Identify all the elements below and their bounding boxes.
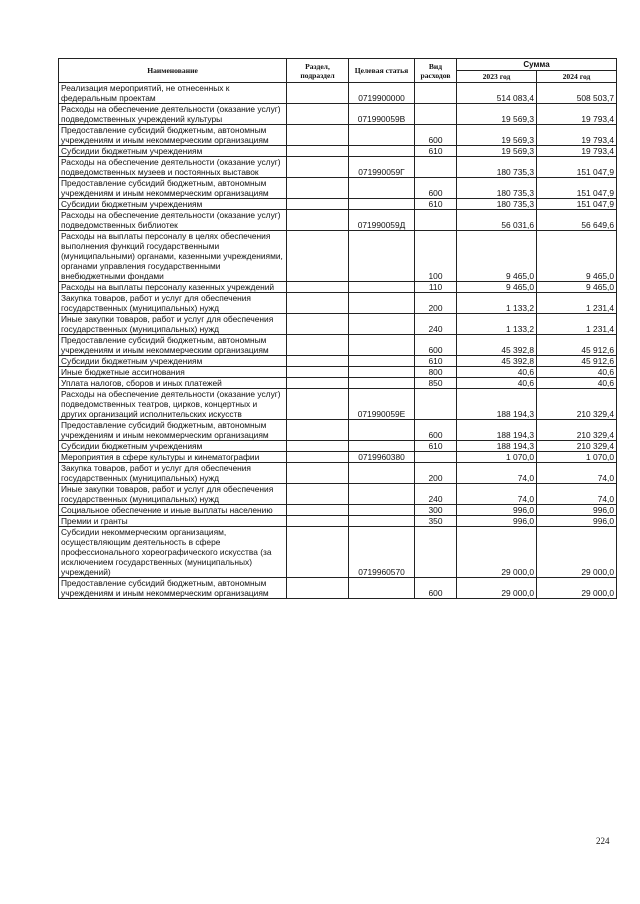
cell-2024: 210 329,4 bbox=[537, 441, 617, 452]
cell-2023: 9 465,0 bbox=[457, 231, 537, 282]
cell-2024: 151 047,9 bbox=[537, 199, 617, 210]
cell-section bbox=[287, 293, 349, 314]
cell-target bbox=[349, 578, 415, 599]
cell-target bbox=[349, 231, 415, 282]
cell-2024: 1 231,4 bbox=[537, 314, 617, 335]
cell-2024: 9 465,0 bbox=[537, 231, 617, 282]
cell-target bbox=[349, 516, 415, 527]
cell-name: Предоставление субсидий бюджетным, автономным учреждениям и иным некоммерческим организациям bbox=[59, 578, 287, 599]
cell-type: 600 bbox=[415, 178, 457, 199]
cell-name: Субсидии бюджетным учреждениям bbox=[59, 146, 287, 157]
cell-section bbox=[287, 420, 349, 441]
cell-2023: 180 735,3 bbox=[457, 178, 537, 199]
cell-2024: 996,0 bbox=[537, 505, 617, 516]
cell-section bbox=[287, 505, 349, 516]
cell-type bbox=[415, 104, 457, 125]
cell-name: Предоставление субсидий бюджетным, автономным учреждениям и иным некоммерческим организациям bbox=[59, 420, 287, 441]
cell-target bbox=[349, 378, 415, 389]
cell-target bbox=[349, 463, 415, 484]
cell-2023: 19 569,3 bbox=[457, 125, 537, 146]
cell-target: 0719960570 bbox=[349, 527, 415, 578]
table-row bbox=[59, 314, 617, 335]
table-row bbox=[59, 146, 617, 157]
cell-section bbox=[287, 210, 349, 231]
cell-name: Расходы на обеспечение деятельности (оказание услуг) подведомственных театров, цирков, концертных и других организаций исполнительских искусств bbox=[59, 389, 287, 420]
cell-name: Расходы на выплаты персоналу казенных учреждений bbox=[59, 282, 287, 293]
cell-2023: 180 735,3 bbox=[457, 199, 537, 210]
table-row bbox=[59, 83, 617, 104]
cell-2024: 19 793,4 bbox=[537, 104, 617, 125]
table-row bbox=[59, 452, 617, 463]
cell-section bbox=[287, 527, 349, 578]
cell-2023: 29 000,0 bbox=[457, 527, 537, 578]
cell-type: 610 bbox=[415, 441, 457, 452]
cell-section bbox=[287, 104, 349, 125]
cell-section bbox=[287, 389, 349, 420]
cell-2023: 1 133,2 bbox=[457, 314, 537, 335]
cell-2023: 996,0 bbox=[457, 516, 537, 527]
cell-type bbox=[415, 389, 457, 420]
cell-2024: 151 047,9 bbox=[537, 178, 617, 199]
table-row bbox=[59, 516, 617, 527]
cell-name: Социальное обеспечение и иные выплаты населению bbox=[59, 505, 287, 516]
cell-target bbox=[349, 367, 415, 378]
cell-2024: 29 000,0 bbox=[537, 527, 617, 578]
cell-name: Премии и гранты bbox=[59, 516, 287, 527]
table-row bbox=[59, 199, 617, 210]
table-row bbox=[59, 210, 617, 231]
header-sum: Сумма bbox=[457, 59, 617, 71]
table-row bbox=[59, 441, 617, 452]
table-row bbox=[59, 125, 617, 146]
cell-section bbox=[287, 178, 349, 199]
cell-2023: 514 083,4 bbox=[457, 83, 537, 104]
cell-type: 610 bbox=[415, 146, 457, 157]
table-row bbox=[59, 389, 617, 420]
cell-2023: 180 735,3 bbox=[457, 157, 537, 178]
cell-type bbox=[415, 452, 457, 463]
cell-target: 071990059Г bbox=[349, 157, 415, 178]
cell-type: 350 bbox=[415, 516, 457, 527]
cell-2023: 996,0 bbox=[457, 505, 537, 516]
cell-name: Субсидии бюджетным учреждениям bbox=[59, 356, 287, 367]
cell-2024: 74,0 bbox=[537, 484, 617, 505]
cell-2024: 45 912,6 bbox=[537, 356, 617, 367]
cell-target bbox=[349, 146, 415, 157]
cell-2024: 74,0 bbox=[537, 463, 617, 484]
cell-2023: 19 569,3 bbox=[457, 146, 537, 157]
cell-2023: 45 392,8 bbox=[457, 335, 537, 356]
cell-2024: 56 649,6 bbox=[537, 210, 617, 231]
cell-section bbox=[287, 452, 349, 463]
cell-target bbox=[349, 282, 415, 293]
cell-section bbox=[287, 378, 349, 389]
cell-target: 0719960380 bbox=[349, 452, 415, 463]
cell-2023: 29 000,0 bbox=[457, 578, 537, 599]
table-header-row bbox=[59, 59, 617, 71]
cell-2023: 188 194,3 bbox=[457, 389, 537, 420]
cell-target bbox=[349, 293, 415, 314]
cell-type: 850 bbox=[415, 378, 457, 389]
cell-target: 071990059В bbox=[349, 104, 415, 125]
cell-name: Закупка товаров, работ и услуг для обеспечения государственных (муниципальных) нужд bbox=[59, 293, 287, 314]
cell-2024: 29 000,0 bbox=[537, 578, 617, 599]
cell-2024: 210 329,4 bbox=[537, 389, 617, 420]
cell-section bbox=[287, 441, 349, 452]
cell-target bbox=[349, 335, 415, 356]
cell-target bbox=[349, 441, 415, 452]
cell-2023: 74,0 bbox=[457, 463, 537, 484]
table-row bbox=[59, 463, 617, 484]
cell-2023: 56 031,6 bbox=[457, 210, 537, 231]
cell-name: Закупка товаров, работ и услуг для обеспечения государственных (муниципальных) нужд bbox=[59, 463, 287, 484]
cell-name: Предоставление субсидий бюджетным, автономным учреждениям и иным некоммерческим организациям bbox=[59, 178, 287, 199]
cell-type bbox=[415, 210, 457, 231]
cell-section bbox=[287, 146, 349, 157]
table-row bbox=[59, 231, 617, 282]
cell-type: 800 bbox=[415, 367, 457, 378]
cell-2023: 45 392,8 bbox=[457, 356, 537, 367]
cell-target bbox=[349, 178, 415, 199]
cell-target bbox=[349, 356, 415, 367]
cell-type: 600 bbox=[415, 125, 457, 146]
budget-table-sheet bbox=[58, 58, 616, 599]
cell-name: Субсидии бюджетным учреждениям bbox=[59, 441, 287, 452]
table-row bbox=[59, 157, 617, 178]
table-row bbox=[59, 420, 617, 441]
cell-2024: 19 793,4 bbox=[537, 125, 617, 146]
cell-target bbox=[349, 484, 415, 505]
cell-2024: 40,6 bbox=[537, 367, 617, 378]
cell-2024: 40,6 bbox=[537, 378, 617, 389]
cell-name: Субсидии некоммерческим организациям, осуществляющим деятельность в сфере профессионального хореографического искусства (за исключением государственных (муниципальных) учреждений) bbox=[59, 527, 287, 578]
cell-target: 071990059Е bbox=[349, 389, 415, 420]
cell-name: Расходы на выплаты персоналу в целях обеспечения выполнения функций государственными (муниципальными) органами, казенными учреждениями, органами управления государственными внебюджетными фондами bbox=[59, 231, 287, 282]
cell-2024: 151 047,9 bbox=[537, 157, 617, 178]
cell-2024: 210 329,4 bbox=[537, 420, 617, 441]
cell-type: 600 bbox=[415, 420, 457, 441]
header-year-2024: 2024 год bbox=[537, 71, 617, 83]
cell-type: 600 bbox=[415, 335, 457, 356]
cell-section bbox=[287, 356, 349, 367]
cell-section bbox=[287, 335, 349, 356]
cell-section bbox=[287, 578, 349, 599]
cell-target bbox=[349, 125, 415, 146]
cell-section bbox=[287, 157, 349, 178]
cell-section bbox=[287, 199, 349, 210]
cell-section bbox=[287, 484, 349, 505]
cell-section bbox=[287, 516, 349, 527]
cell-2024: 996,0 bbox=[537, 516, 617, 527]
cell-type bbox=[415, 83, 457, 104]
table-row bbox=[59, 578, 617, 599]
cell-target bbox=[349, 314, 415, 335]
cell-2024: 1 070,0 bbox=[537, 452, 617, 463]
table-row bbox=[59, 505, 617, 516]
cell-2023: 19 569,3 bbox=[457, 104, 537, 125]
cell-type: 110 bbox=[415, 282, 457, 293]
header-type: Вид расходов bbox=[415, 59, 457, 83]
cell-2024: 9 465,0 bbox=[537, 282, 617, 293]
cell-name: Расходы на обеспечение деятельности (оказание услуг) подведомственных музеев и постоянных выставок bbox=[59, 157, 287, 178]
cell-section bbox=[287, 125, 349, 146]
cell-section bbox=[287, 231, 349, 282]
header-year-2023: 2023 год bbox=[457, 71, 537, 83]
cell-name: Расходы на обеспечение деятельности (оказание услуг) подведомственных библиотек bbox=[59, 210, 287, 231]
cell-section bbox=[287, 282, 349, 293]
table-row bbox=[59, 178, 617, 199]
cell-2023: 74,0 bbox=[457, 484, 537, 505]
cell-type bbox=[415, 527, 457, 578]
cell-target: 071990059Д bbox=[349, 210, 415, 231]
table-body bbox=[59, 83, 617, 599]
table-row bbox=[59, 367, 617, 378]
cell-section bbox=[287, 463, 349, 484]
cell-target: 0719900000 bbox=[349, 83, 415, 104]
table-row bbox=[59, 293, 617, 314]
cell-name: Субсидии бюджетным учреждениям bbox=[59, 199, 287, 210]
cell-2024: 1 231,4 bbox=[537, 293, 617, 314]
table-row bbox=[59, 282, 617, 293]
header-target: Целевая статья bbox=[349, 59, 415, 83]
cell-2023: 9 465,0 bbox=[457, 282, 537, 293]
cell-type: 200 bbox=[415, 293, 457, 314]
cell-name: Иные бюджетные ассигнования bbox=[59, 367, 287, 378]
cell-type: 100 bbox=[415, 231, 457, 282]
page-number: 224 bbox=[596, 836, 610, 846]
cell-name: Мероприятия в сфере культуры и кинематографии bbox=[59, 452, 287, 463]
cell-type: 610 bbox=[415, 356, 457, 367]
cell-name: Уплата налогов, сборов и иных платежей bbox=[59, 378, 287, 389]
cell-2023: 40,6 bbox=[457, 367, 537, 378]
budget-table bbox=[58, 58, 617, 599]
cell-type: 240 bbox=[415, 484, 457, 505]
cell-type: 300 bbox=[415, 505, 457, 516]
cell-section bbox=[287, 367, 349, 378]
cell-type: 240 bbox=[415, 314, 457, 335]
cell-2024: 508 503,7 bbox=[537, 83, 617, 104]
cell-section bbox=[287, 314, 349, 335]
cell-target bbox=[349, 420, 415, 441]
table-row bbox=[59, 527, 617, 578]
cell-2023: 188 194,3 bbox=[457, 420, 537, 441]
table-row bbox=[59, 378, 617, 389]
cell-type: 600 bbox=[415, 578, 457, 599]
header-name: Наименование bbox=[59, 59, 287, 83]
cell-target bbox=[349, 199, 415, 210]
cell-2023: 40,6 bbox=[457, 378, 537, 389]
table-row bbox=[59, 356, 617, 367]
cell-name: Предоставление субсидий бюджетным, автономным учреждениям и иным некоммерческим организациям bbox=[59, 125, 287, 146]
cell-2024: 45 912,6 bbox=[537, 335, 617, 356]
table-row bbox=[59, 335, 617, 356]
cell-name: Расходы на обеспечение деятельности (оказание услуг) подведомственных учреждений культуры bbox=[59, 104, 287, 125]
cell-2024: 19 793,4 bbox=[537, 146, 617, 157]
cell-target bbox=[349, 505, 415, 516]
table-row bbox=[59, 484, 617, 505]
cell-name: Иные закупки товаров, работ и услуг для обеспечения государственных (муниципальных) нужд bbox=[59, 484, 287, 505]
cell-2023: 1 070,0 bbox=[457, 452, 537, 463]
cell-type: 610 bbox=[415, 199, 457, 210]
cell-type: 200 bbox=[415, 463, 457, 484]
cell-section bbox=[287, 83, 349, 104]
cell-type bbox=[415, 157, 457, 178]
cell-2023: 1 133,2 bbox=[457, 293, 537, 314]
cell-name: Иные закупки товаров, работ и услуг для обеспечения государственных (муниципальных) нужд bbox=[59, 314, 287, 335]
cell-2023: 188 194,3 bbox=[457, 441, 537, 452]
table-row bbox=[59, 104, 617, 125]
cell-name: Реализация мероприятий, не отнесенных к федеральным проектам bbox=[59, 83, 287, 104]
cell-name: Предоставление субсидий бюджетным, автономным учреждениям и иным некоммерческим организациям bbox=[59, 335, 287, 356]
header-section: Раздел, подраздел bbox=[287, 59, 349, 83]
